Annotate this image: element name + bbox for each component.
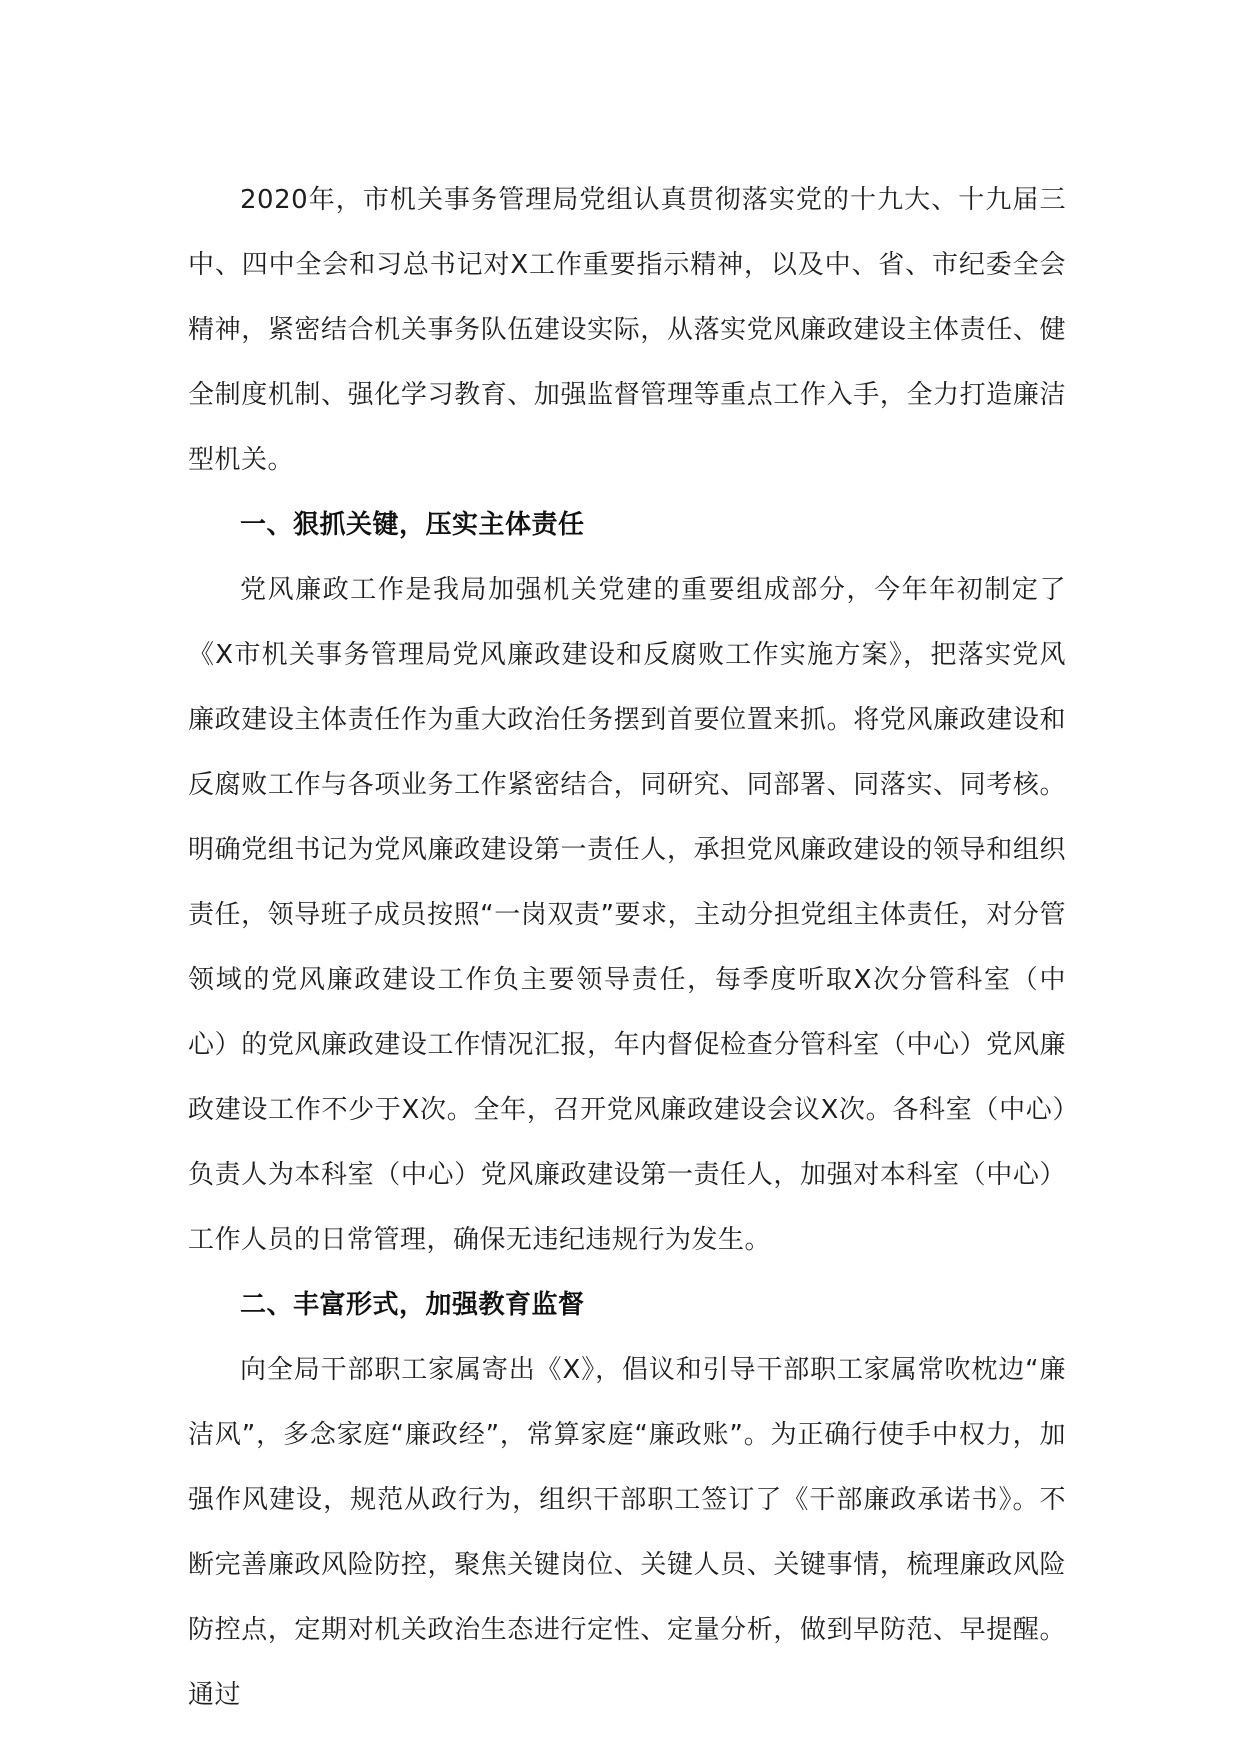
section-heading-2: 二、丰富形式，加强教育监督 [240, 1290, 585, 1320]
section-heading-1: 一、狠抓关键，压实主体责任 [240, 510, 585, 540]
intro-paragraph: 2020年，市机关事务管理局党组认真贯彻落实党的十九大、十九届三中、四中全会和习总书记对X工作重要指示精神，以及中、省、市纪委全会精神，紧密结合机关事务队伍建设实际，从落实党风廉政建设主体责任、健全制度机制、强化学习教育、加强监督管理等重点工作入手，全力打造廉洁型机关。 [188, 185, 1066, 475]
section-2-paragraph: 向全局干部职工家属寄出《X》，倡议和引导干部职工家属常吹枕边“廉洁风”，多念家庭“廉政经”，常算家庭“廉政账”。为正确行使手中权力，加强作风建设，规范从政行为，组织干部职工签订了《干部廉政承诺书》。不断完善廉政风险防控，聚焦关键岗位、关键人员、关键事情，梳理廉政风险防控点，定期对机关政治生态进行定性、定量分析，做到早防范、早提醒。通过 [188, 1355, 1066, 1710]
document-body [188, 168, 1066, 1728]
section-1-paragraph: 党风廉政工作是我局加强机关党建的重要组成部分，今年年初制定了《X市机关事务管理局党风廉政建设和反腐败工作实施方案》，把落实党风廉政建设主体责任作为重大政治任务摆到首要位置来抓。将党风廉政建设和反腐败工作与各项业务工作紧密结合，同研究、同部署、同落实、同考核。明确党组书记为党风廉政建设第一责任人，承担党风廉政建设的领导和组织责任，领导班子成员按照“一岗双责”要求，主动分担党组主体责任，对分管领域的党风廉政建设工作负主要领导责任，每季度听取X次分管科室（中心）的党风廉政建设工作情况汇报，年内督促检查分管科室（中心）党风廉政建设工作不少于X次。全年，召开党风廉政建设会议X次。各科室（中心）负责人为本科室（中心）党风廉政建设第一责任人，加强对本科室（中心）工作人员的日常管理，确保无违纪违规行为发生。 [188, 575, 1066, 1255]
